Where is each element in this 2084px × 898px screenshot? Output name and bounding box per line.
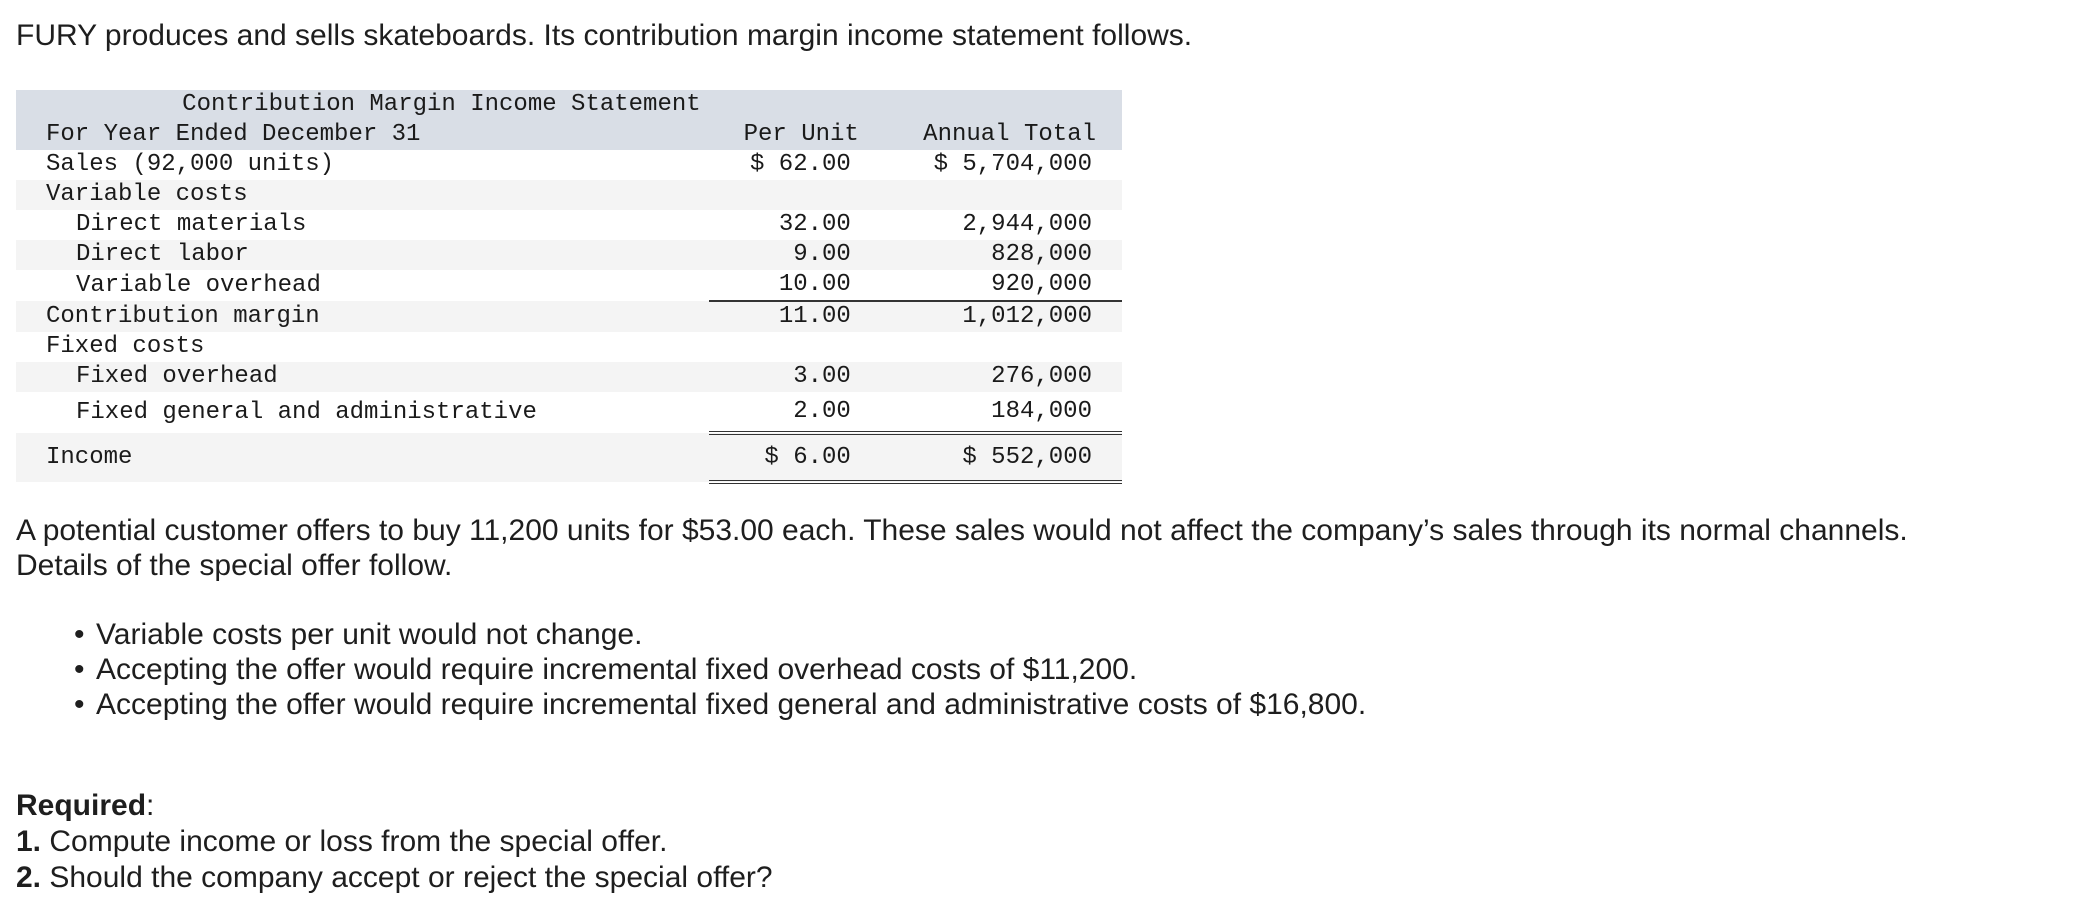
row-total-value: 2,944,000 <box>962 211 1092 238</box>
table-row <box>16 270 1122 301</box>
row-total-value <box>867 332 1122 362</box>
row-total-value: $ 5,704,000 <box>933 151 1092 178</box>
row-label: Income <box>16 433 709 482</box>
row-label: Sales (92,000 units) <box>46 151 335 178</box>
required-item-number: 1. <box>16 825 42 858</box>
row-label: Direct labor <box>16 240 709 270</box>
table-row <box>16 180 1122 210</box>
row-total-value: $ 552,000 <box>867 433 1122 482</box>
row-unit-value: 3.00 <box>709 362 867 392</box>
row-total-value: 828,000 <box>867 240 1122 270</box>
row-label: Direct materials <box>76 211 307 238</box>
list-item-text: Accepting the offer would require incremental fixed general and administrative costs of $16,800. <box>96 688 1367 721</box>
row-label: Variable overhead <box>76 271 321 299</box>
required-item-number: 2. <box>16 861 42 894</box>
row-label: Variable costs <box>16 180 709 210</box>
offer-details-list <box>16 617 1366 722</box>
required-heading: Required <box>16 789 147 822</box>
row-total-value <box>867 180 1122 210</box>
row-unit-value: 11.00 <box>709 301 867 332</box>
required-heading-line <box>16 788 773 824</box>
bullet-icon: • <box>74 688 85 721</box>
required-item <box>16 860 773 896</box>
list-item-text: Accepting the offer would require incremental fixed overhead costs of $11,200. <box>96 653 1138 686</box>
income-statement-table <box>16 90 1122 484</box>
bullet-icon: • <box>74 653 85 686</box>
row-label: Fixed general and administrative <box>76 399 537 426</box>
row-unit-value <box>709 332 867 362</box>
table-row <box>16 392 1122 433</box>
list-item-text: Variable costs per unit would not change. <box>96 618 643 651</box>
annual-total-header: Annual Total <box>867 120 1122 150</box>
list-item <box>16 687 1366 722</box>
required-item <box>16 824 773 860</box>
list-item <box>16 617 1366 652</box>
period-label: For Year Ended December 31 <box>16 120 709 150</box>
bullet-icon: • <box>74 618 85 651</box>
row-total-value: 276,000 <box>867 362 1122 392</box>
table-row <box>16 240 1122 270</box>
row-unit-value: 9.00 <box>709 240 867 270</box>
required-colon: : <box>146 789 155 822</box>
table-row <box>16 332 1122 362</box>
per-unit-header: Per Unit <box>709 120 867 150</box>
row-label: Fixed costs <box>46 333 205 360</box>
row-unit-value: 32.00 <box>778 211 851 238</box>
row-unit-value <box>709 180 867 210</box>
statement-title-spacer <box>867 90 1122 120</box>
row-label: Contribution margin <box>16 301 709 332</box>
intro-text: FURY produces and sells skateboards. Its contribution margin income statement follows. <box>16 19 1193 52</box>
offer-paragraph: A potential customer offers to buy 11,200 units for $53.00 each. These sales would not affect the company’s sales through its normal channels. Details of the special offer follow. <box>16 514 1908 582</box>
table-row <box>16 210 1122 240</box>
required-item-text: Compute income or loss from the special offer. <box>41 825 668 858</box>
row-unit-value: 10.00 <box>709 270 867 301</box>
table-row <box>16 433 1122 482</box>
statement-header-row <box>16 120 1122 150</box>
row-unit-value: $ 6.00 <box>709 433 867 482</box>
statement-title: Contribution Margin Income Statement <box>16 90 867 120</box>
required-item-text: Should the company accept or reject the special offer? <box>41 861 773 894</box>
row-total-value: 920,000 <box>867 270 1122 301</box>
table-row <box>16 150 1122 180</box>
row-unit-value: 2.00 <box>793 398 851 425</box>
row-label: Fixed overhead <box>16 362 709 392</box>
row-unit-value: $ 62.00 <box>750 151 851 178</box>
row-total-value: 1,012,000 <box>867 301 1122 332</box>
list-item <box>16 652 1366 687</box>
statement-title-row <box>16 90 1122 120</box>
row-total-value: 184,000 <box>991 398 1092 425</box>
table-row <box>16 362 1122 392</box>
required-section <box>16 788 773 896</box>
table-row <box>16 301 1122 332</box>
